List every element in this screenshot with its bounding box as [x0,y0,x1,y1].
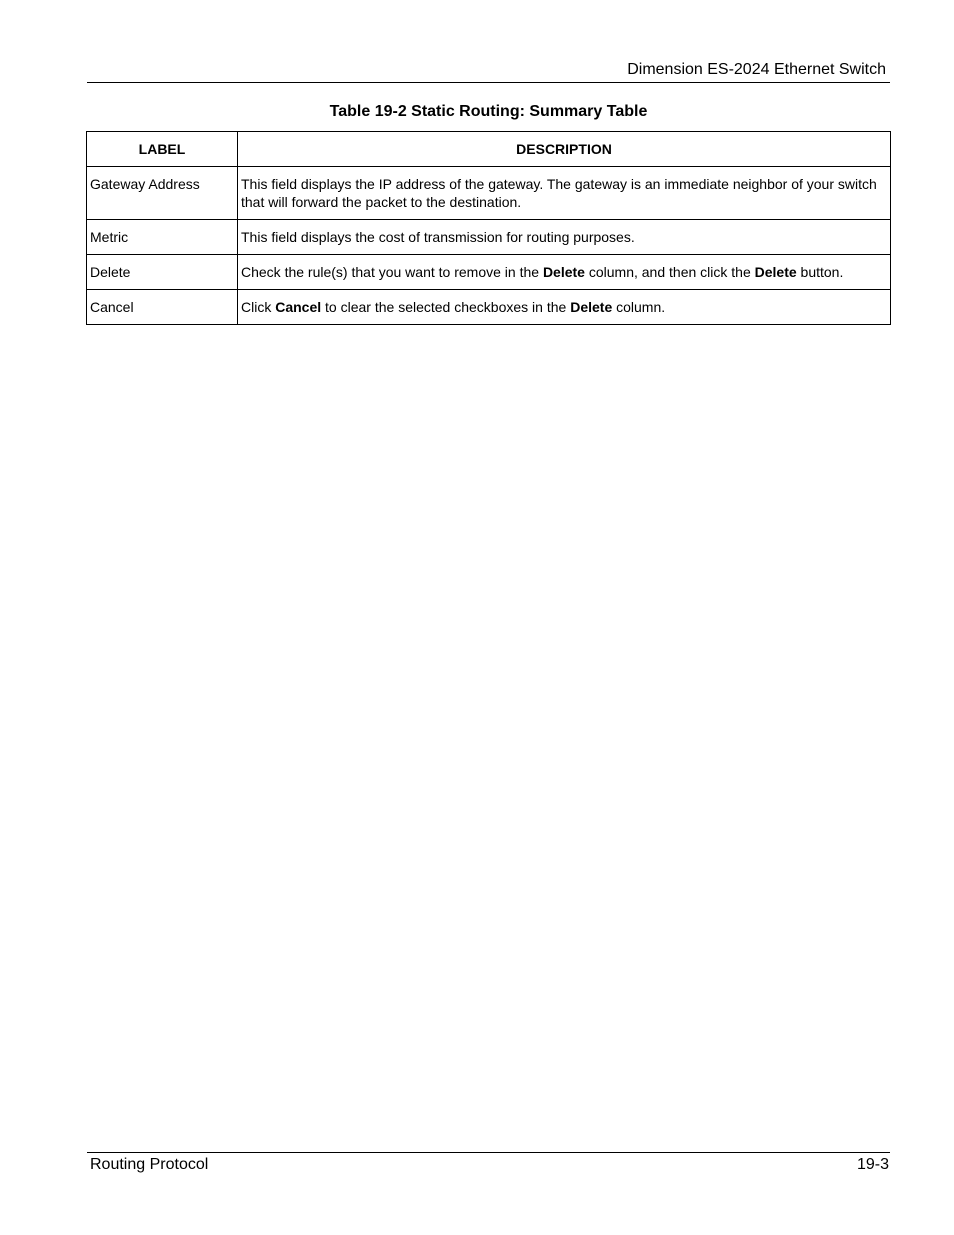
table-caption: Table 19-2 Static Routing: Summary Table [329,103,648,120]
footer-section-name: Routing Protocol [90,1156,209,1173]
column-header-label: LABEL [87,132,238,167]
description-emphasis: Delete [754,264,797,280]
row-description [238,255,891,290]
row-description [238,167,891,220]
description-text: Click [241,299,276,315]
table-row [87,255,891,290]
description-text: This field displays the IP address of the gateway. The gateway is an immediate neighbor of your switch that will forward the packet to the destination. [241,176,877,210]
page-header [87,60,890,83]
row-description [238,290,891,325]
description-text: button. [796,264,844,280]
table-row [87,220,891,255]
description-text: Check the rule(s) that you want to remove in the [241,264,543,280]
description-text: column, and then click the [584,264,755,280]
summary-table [86,131,891,325]
column-header-description: DESCRIPTION [238,132,891,167]
description-text: to clear the selected checkboxes in the [321,299,571,315]
table-header-row [87,132,891,167]
table-row [87,290,891,325]
page-number: 19-3 [856,1156,889,1173]
description-text: This field displays the cost of transmission for routing purposes. [241,229,635,245]
row-label: Cancel [87,290,238,325]
row-description [238,220,891,255]
table-row [87,167,891,220]
row-label: Gateway Address [87,167,238,220]
row-label: Metric [87,220,238,255]
document-title: Dimension ES-2024 Ethernet Switch [627,61,886,78]
description-emphasis: Cancel [275,299,322,315]
row-label: Delete [87,255,238,290]
page-footer [87,1152,890,1177]
description-emphasis: Delete [542,264,585,280]
description-emphasis: Delete [570,299,613,315]
description-text: column. [612,299,666,315]
